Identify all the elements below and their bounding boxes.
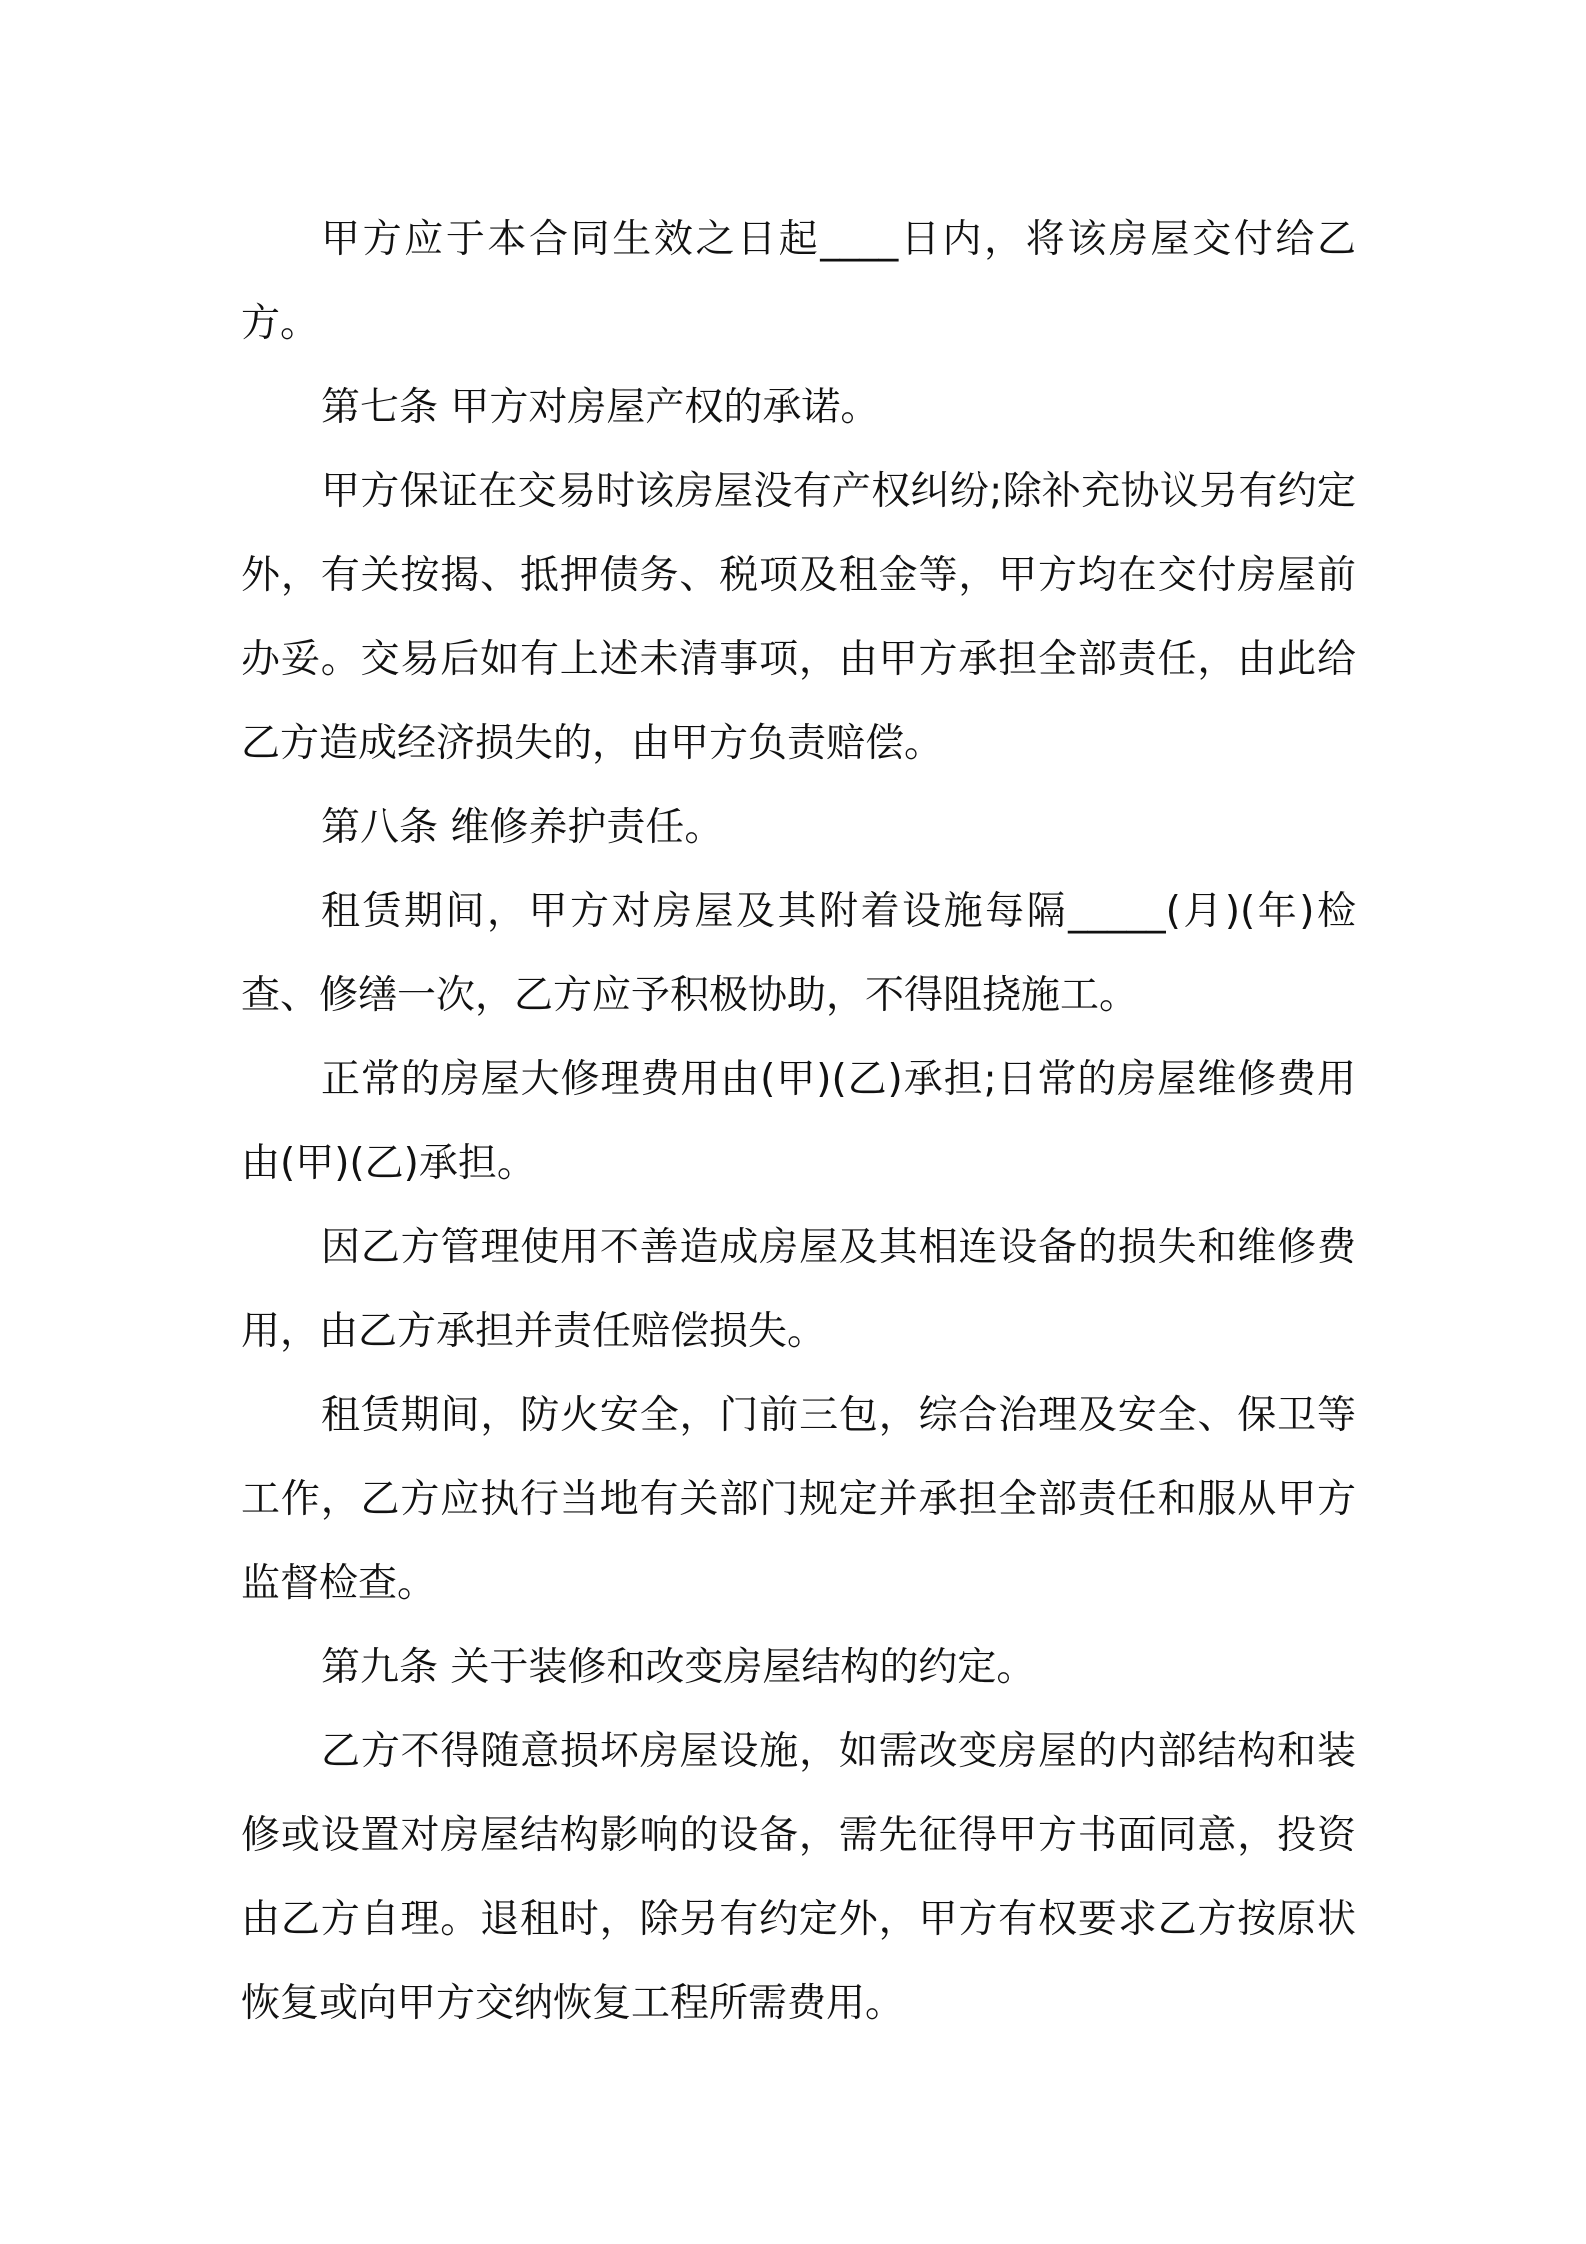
article-9-heading: 第九条 关于装修和改变房屋结构的约定。 — [321, 1645, 1036, 1690]
document-body — [241, 198, 1356, 2046]
paragraph-renovation: 乙方不得随意损坏房屋设施，如需改变房屋的内部结构和装修或设置对房屋结构影响的设备，需先征得甲方书面同意，投资由乙方自理。退租时，除另有约定外，甲方有权要求乙方按原状恢复或向甲方交纳恢复工程所需费用。 — [241, 1729, 1356, 2026]
article-8-heading: 第八条 维修养护责任。 — [321, 805, 724, 850]
paragraph-repair-costs: 正常的房屋大修理费用由(甲)(乙)承担;日常的房屋维修费用由(甲)(乙)承担。 — [241, 1057, 1356, 1186]
article-7-heading: 第七条 甲方对房屋产权的承诺。 — [321, 385, 880, 430]
paragraph-inspection: 租赁期间，甲方对房屋及其附着设施每隔_____(月)(年)检查、修缮一次，乙方应予积极协助，不得阻挠施工。 — [241, 889, 1356, 1018]
paragraph-damage-liability: 因乙方管理使用不善造成房屋及其相连设备的损失和维修费用，由乙方承担并责任赔偿损失。 — [241, 1225, 1356, 1354]
paragraph-safety-duties: 租赁期间，防火安全，门前三包，综合治理及安全、保卫等工作，乙方应执行当地有关部门规定并承担全部责任和服从甲方监督检查。 — [241, 1393, 1356, 1606]
paragraph-property-rights: 甲方保证在交易时该房屋没有产权纠纷;除补充协议另有约定外，有关按揭、抵押债务、税项及租金等，甲方均在交付房屋前办妥。交易后如有上述未清事项，由甲方承担全部责任，由此给乙方造成经济损失的，由甲方负责赔偿。 — [241, 469, 1356, 766]
paragraph-delivery-clause: 甲方应于本合同生效之日起____日内，将该房屋交付给乙方。 — [241, 217, 1356, 346]
